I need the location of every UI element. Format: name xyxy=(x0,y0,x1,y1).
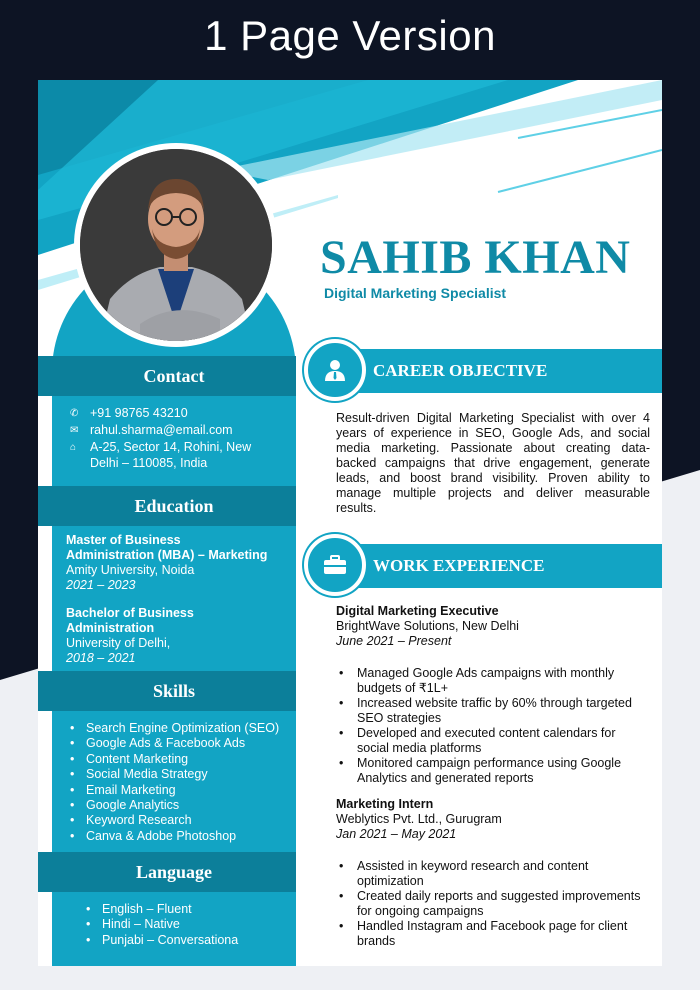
list-item: • Email Marketing xyxy=(66,783,291,798)
list-item: • Keyword Research xyxy=(66,813,291,828)
job-entry xyxy=(336,604,656,786)
school: Amity University, Noida xyxy=(66,563,195,577)
list-item: • Content Marketing xyxy=(66,752,291,767)
list-item: • Social Media Strategy xyxy=(66,767,291,782)
career-objective-heading: CAREER OBJECTIVE xyxy=(318,349,662,393)
job-bullets xyxy=(336,859,656,949)
profile-photo xyxy=(80,149,272,341)
address-line-2: Delhi – 110085, India xyxy=(90,456,208,470)
list-item: • Canva & Adobe Photoshop xyxy=(66,829,291,844)
job-dates: Jan 2021 – May 2021 xyxy=(336,827,457,841)
language-list xyxy=(82,902,287,948)
banner-title: 1 Page Version xyxy=(204,12,496,59)
email-text: rahul.sharma@email.com xyxy=(90,423,233,437)
email-icon: ✉ xyxy=(70,425,79,436)
education-heading: Education xyxy=(38,486,296,526)
degree-line: Master of Business xyxy=(66,533,181,547)
job-company: Weblytics Pvt. Ltd., Gurugram xyxy=(336,812,502,826)
list-item: • Assisted in keyword research and content optimization xyxy=(336,859,656,889)
contact-list xyxy=(70,405,290,471)
education-item xyxy=(66,533,291,593)
contact-address xyxy=(70,439,290,471)
contact-email xyxy=(70,422,290,439)
address-text xyxy=(90,439,251,471)
degree-line: Administration (MBA) – Marketing xyxy=(66,548,268,562)
candidate-name: SAHIB KHAN xyxy=(320,231,631,284)
school: University of Delhi, xyxy=(66,636,171,650)
work-experience-heading: WORK EXPERIENCE xyxy=(318,544,662,588)
phone-text: +91 98765 43210 xyxy=(90,406,188,420)
job-entry xyxy=(336,797,656,949)
job-title: Digital Marketing Executive xyxy=(336,604,499,618)
job-title: Marketing Intern xyxy=(336,797,434,811)
address-line-1: A-25, Sector 14, Rohini, New xyxy=(90,440,252,454)
objective-badge xyxy=(304,339,366,401)
list-item: • Punjabi – Conversationa xyxy=(82,933,287,948)
list-item: • Developed and executed content calendars for social media platforms xyxy=(336,726,656,756)
briefcase-icon xyxy=(323,553,347,577)
career-objective-text: Result-driven Digital Marketing Specialist with over 4 years of experience in SEO, Google Ads, and social media marketing. Passionate about creating data-backed campaigns that drive engagement, generate leads, and boost brand visibility. Proven ability to manage multiple projects and deliver measurable results. xyxy=(336,411,650,515)
contact-heading: Contact xyxy=(38,356,296,396)
list-item: • Managed Google Ads campaigns with monthly budgets of ₹1L+ xyxy=(336,666,656,696)
list-item: • Search Engine Optimization (SEO) xyxy=(66,721,291,736)
education-item xyxy=(66,606,291,666)
list-item: • Monitored campaign performance using Google Analytics and generated reports xyxy=(336,756,656,786)
experience-badge xyxy=(304,534,366,596)
skills-heading: Skills xyxy=(38,671,296,711)
skills-list xyxy=(66,721,291,844)
years: 2021 – 2023 xyxy=(66,578,136,592)
list-item: • English – Fluent xyxy=(82,902,287,917)
degree-line: Bachelor of Business xyxy=(66,606,194,620)
years: 2018 – 2021 xyxy=(66,651,136,665)
list-item: • Increased website traffic by 60% through targeted SEO strategies xyxy=(336,696,656,726)
list-item: • Google Ads & Facebook Ads xyxy=(66,736,291,751)
list-item: • Hindi – Native xyxy=(82,917,287,932)
resume-page xyxy=(38,80,662,966)
degree-line: Administration xyxy=(66,621,155,635)
phone-icon: ✆ xyxy=(70,408,79,419)
list-item: • Created daily reports and suggested improvements for ongoing campaigns xyxy=(336,889,656,919)
contact-phone xyxy=(70,405,290,422)
candidate-role: Digital Marketing Specialist xyxy=(324,285,507,301)
list-item: • Handled Instagram and Facebook page for client brands xyxy=(336,919,656,949)
user-icon xyxy=(323,358,347,382)
language-heading: Language xyxy=(38,852,296,892)
home-icon: ⌂ xyxy=(70,442,77,453)
list-item: • Google Analytics xyxy=(66,798,291,813)
job-bullets xyxy=(336,666,656,786)
job-company: BrightWave Solutions, New Delhi xyxy=(336,619,519,633)
job-dates: June 2021 – Present xyxy=(336,634,452,648)
